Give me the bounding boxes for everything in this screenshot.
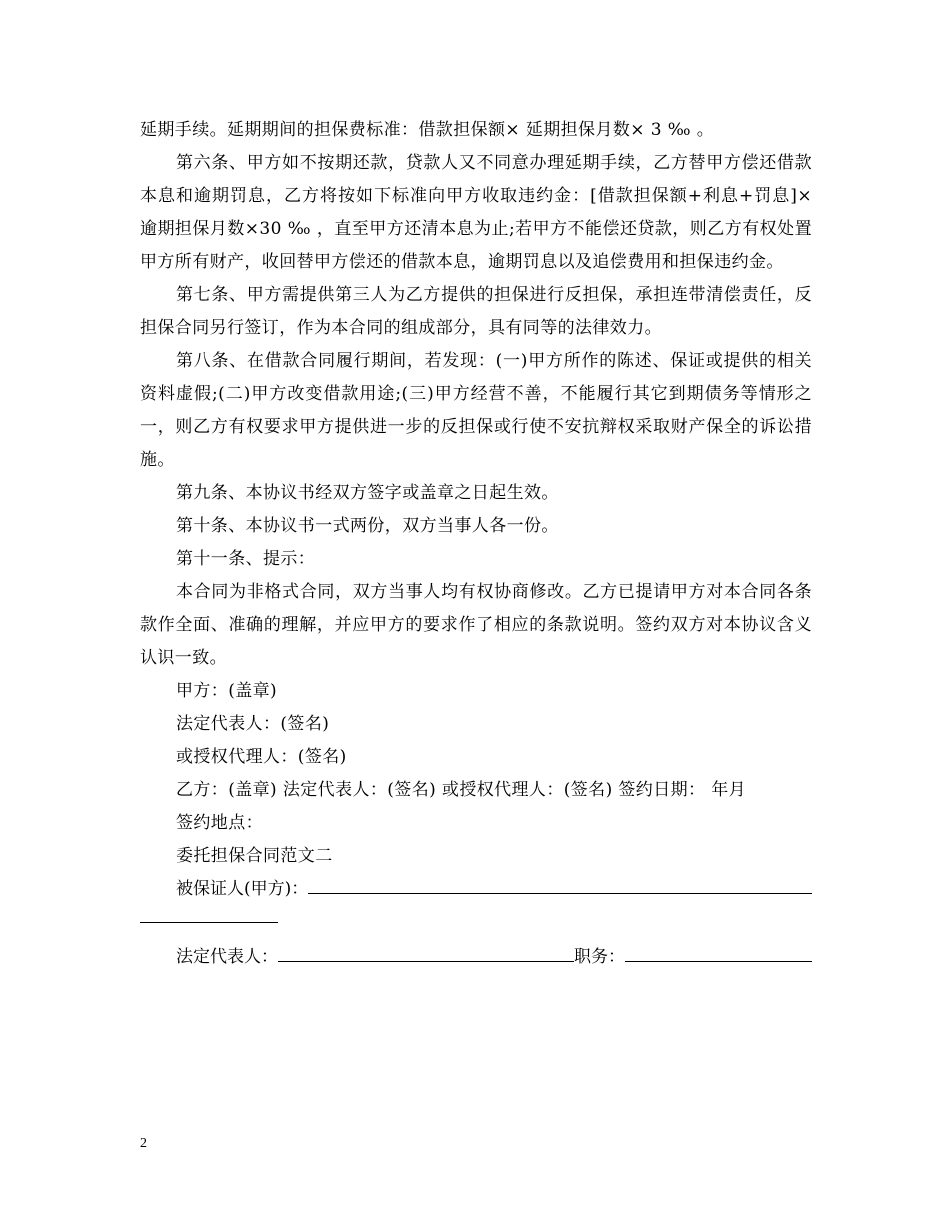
party-a-seal: 甲方：(盖章)	[176, 681, 278, 701]
article-11-body: 本合同为非格式合同，双方当事人均有权协商修改。乙方已提请甲方对本合同各条款作全面、准确的理解，并应甲方的要求作了相应的条款说明。签约双方对本协议含义认识一致。	[140, 582, 812, 668]
document-page	[140, 114, 812, 974]
paragraph-continuation: 延期手续。延期期间的担保费标准：借款担保额× 延期担保月数× 3 ‰ 。	[140, 120, 715, 140]
position-blank-line[interactable]	[625, 942, 812, 962]
legal-representative-sign: 法定代表人：(签名)	[176, 714, 330, 734]
representative-field-label: 法定代表人：	[176, 947, 278, 967]
template-two-title: 委托担保合同范文二	[176, 846, 333, 866]
guarantor-blank-line[interactable]	[308, 874, 812, 894]
guarantor-field-row	[140, 873, 812, 906]
article-7: 第七条、甲方需提供第三人为乙方提供的担保进行反担保，承担连带清偿责任，反担保合同另行签订，作为本合同的组成部分，具有同等的法律效力。	[140, 285, 812, 338]
position-field-label: 职务：	[574, 947, 625, 967]
article-8: 第八条、在借款合同履行期间，若发现：(一)甲方所作的陈述、保证或提供的相关资料虚假;(二)甲方改变借款用途;(三)甲方经营不善，不能履行其它到期债务等情形之一，则乙方有权要求甲方提供进一步的反担保或行使不安抗辩权采取财产保全的诉讼措施。	[140, 351, 812, 470]
guarantor-blank-line-continued	[140, 910, 278, 923]
representative-field-row	[140, 941, 812, 974]
page-number: 2	[140, 1136, 147, 1151]
article-6: 第六条、甲方如不按期还款，贷款人又不同意办理延期手续，乙方替甲方偿还借款本息和逾期罚息，乙方将按如下标准向甲方收取违约金：[借款担保额+利息+罚息]× 逾期担保月数×30 ‰ ，直至甲方还清本息为止;若甲方不能偿还贷款，则乙方有权处置甲方所有财产，收回替甲方偿还的借款本息，逾期罚息以及追偿费用和担保违约金。	[140, 153, 812, 272]
article-10: 第十条、本协议书一式两份，双方当事人各一份。	[176, 516, 559, 536]
article-11-heading: 第十一条、提示：	[176, 549, 316, 569]
authorized-agent-sign: 或授权代理人：(签名)	[176, 747, 347, 767]
article-9: 第九条、本协议书经双方签字或盖章之日起生效。	[176, 483, 559, 503]
signing-place: 签约地点：	[176, 813, 263, 833]
representative-blank-line[interactable]	[278, 942, 574, 962]
party-b-signature-line: 乙方：(盖章) 法定代表人：(签名) 或授权代理人：(签名) 签约日期： 年月	[176, 780, 747, 800]
guarantor-field-label: 被保证人(甲方)：	[176, 879, 309, 899]
